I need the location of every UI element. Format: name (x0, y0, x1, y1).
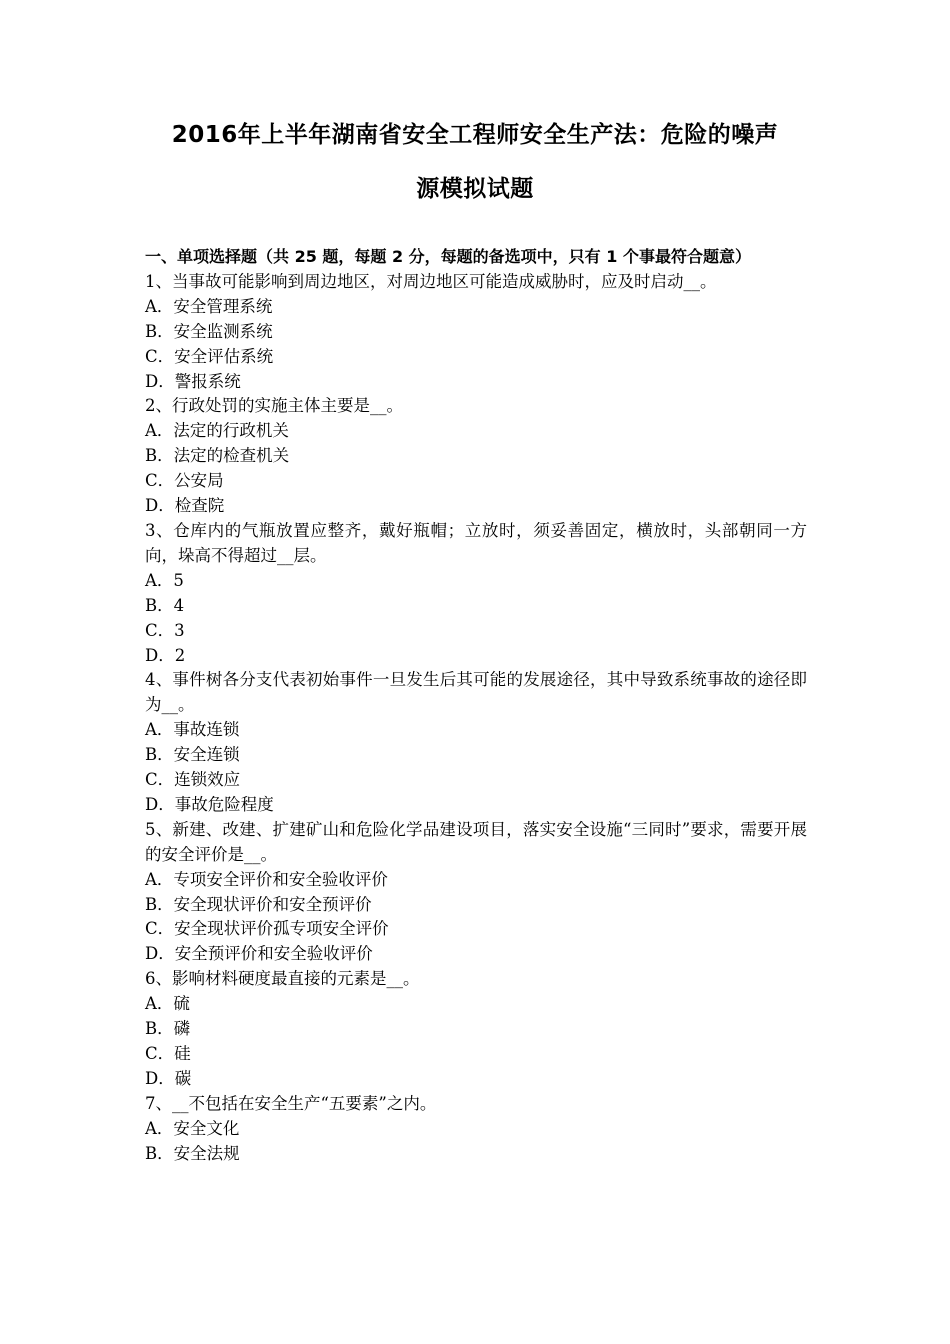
answer-option: A．专项安全评价和安全验收评价 (145, 869, 388, 889)
answer-option: A．法定的行政机关 (145, 421, 289, 441)
answer-option: A．安全文化 (145, 1118, 240, 1138)
answer-option: D．2 (145, 645, 186, 665)
answer-option: C．安全评估系统 (145, 346, 274, 366)
answer-option: B．安全法规 (145, 1143, 240, 1163)
answer-option: D．安全预评价和安全验收评价 (145, 944, 373, 964)
question-item (145, 668, 807, 817)
question-text: 4、事件树各分支代表初始事件一旦发生后其可能的发展途径，其中导致系统事故的途径即为__。 (145, 670, 807, 715)
answer-option: B．安全监测系统 (145, 321, 273, 341)
answer-option: B．法定的检查机关 (145, 446, 290, 466)
answer-option: B．磷 (145, 1019, 191, 1039)
answer-option: C．安全现状评价孤专项安全评价 (145, 919, 389, 939)
answer-option: C．连锁效应 (145, 770, 241, 790)
question-text: 3、仓库内的气瓶放置应整齐，戴好瓶帽；立放时，须妥善固定，横放时，头部朝同一方向，垛高不得超过__层。 (145, 520, 807, 565)
answer-option: C．硅 (145, 1044, 191, 1063)
answer-option: C．3 (145, 620, 185, 640)
document-body (145, 245, 807, 1167)
answer-option: B．安全现状评价和安全预评价 (145, 894, 372, 914)
section-heading: 一、单项选择题（共 25 题，每题 2 分，每题的备选项中，只有 1 个事最符合题意） (145, 247, 751, 266)
question-text: 1、当事故可能影响到周边地区，对周边地区可能造成威胁时，应及时启动__。 (145, 271, 717, 291)
answer-option: D．碳 (145, 1068, 192, 1088)
answer-option: A．安全管理系统 (145, 296, 273, 316)
question-item (145, 818, 807, 967)
question-item (145, 270, 807, 395)
question-text: 6、影响材料硬度最直接的元素是__。 (145, 969, 420, 989)
answer-option: C．公安局 (145, 471, 224, 491)
question-item (145, 967, 807, 1092)
question-item (145, 394, 807, 519)
answer-option: A．硫 (145, 994, 190, 1014)
answer-option: D．事故危险程度 (145, 794, 274, 814)
answer-option: D．检查院 (145, 496, 225, 516)
answer-option: B．4 (145, 595, 185, 615)
document-title-line-2: 源模拟试题 (416, 176, 534, 202)
question-item (145, 1092, 807, 1167)
answer-option: A．事故连锁 (145, 720, 240, 740)
question-text: 7、__不包括在安全生产“五要素”之内。 (145, 1093, 437, 1113)
answer-option: D．警报系统 (145, 371, 241, 391)
question-item (145, 519, 807, 668)
question-list (145, 270, 807, 1167)
question-text: 2、行政处罚的实施主体主要是__。 (145, 396, 403, 416)
answer-option: B．安全连锁 (145, 745, 240, 765)
document-title-line-1: 2016年上半年湖南省安全工程师安全生产法：危险的噪声 (171, 122, 779, 148)
question-text: 5、新建、改建、扩建矿山和危险化学品建设项目，落实安全设施“三同时”要求，需要开展的安全评价是__。 (145, 819, 807, 864)
answer-option: A．5 (145, 570, 184, 590)
